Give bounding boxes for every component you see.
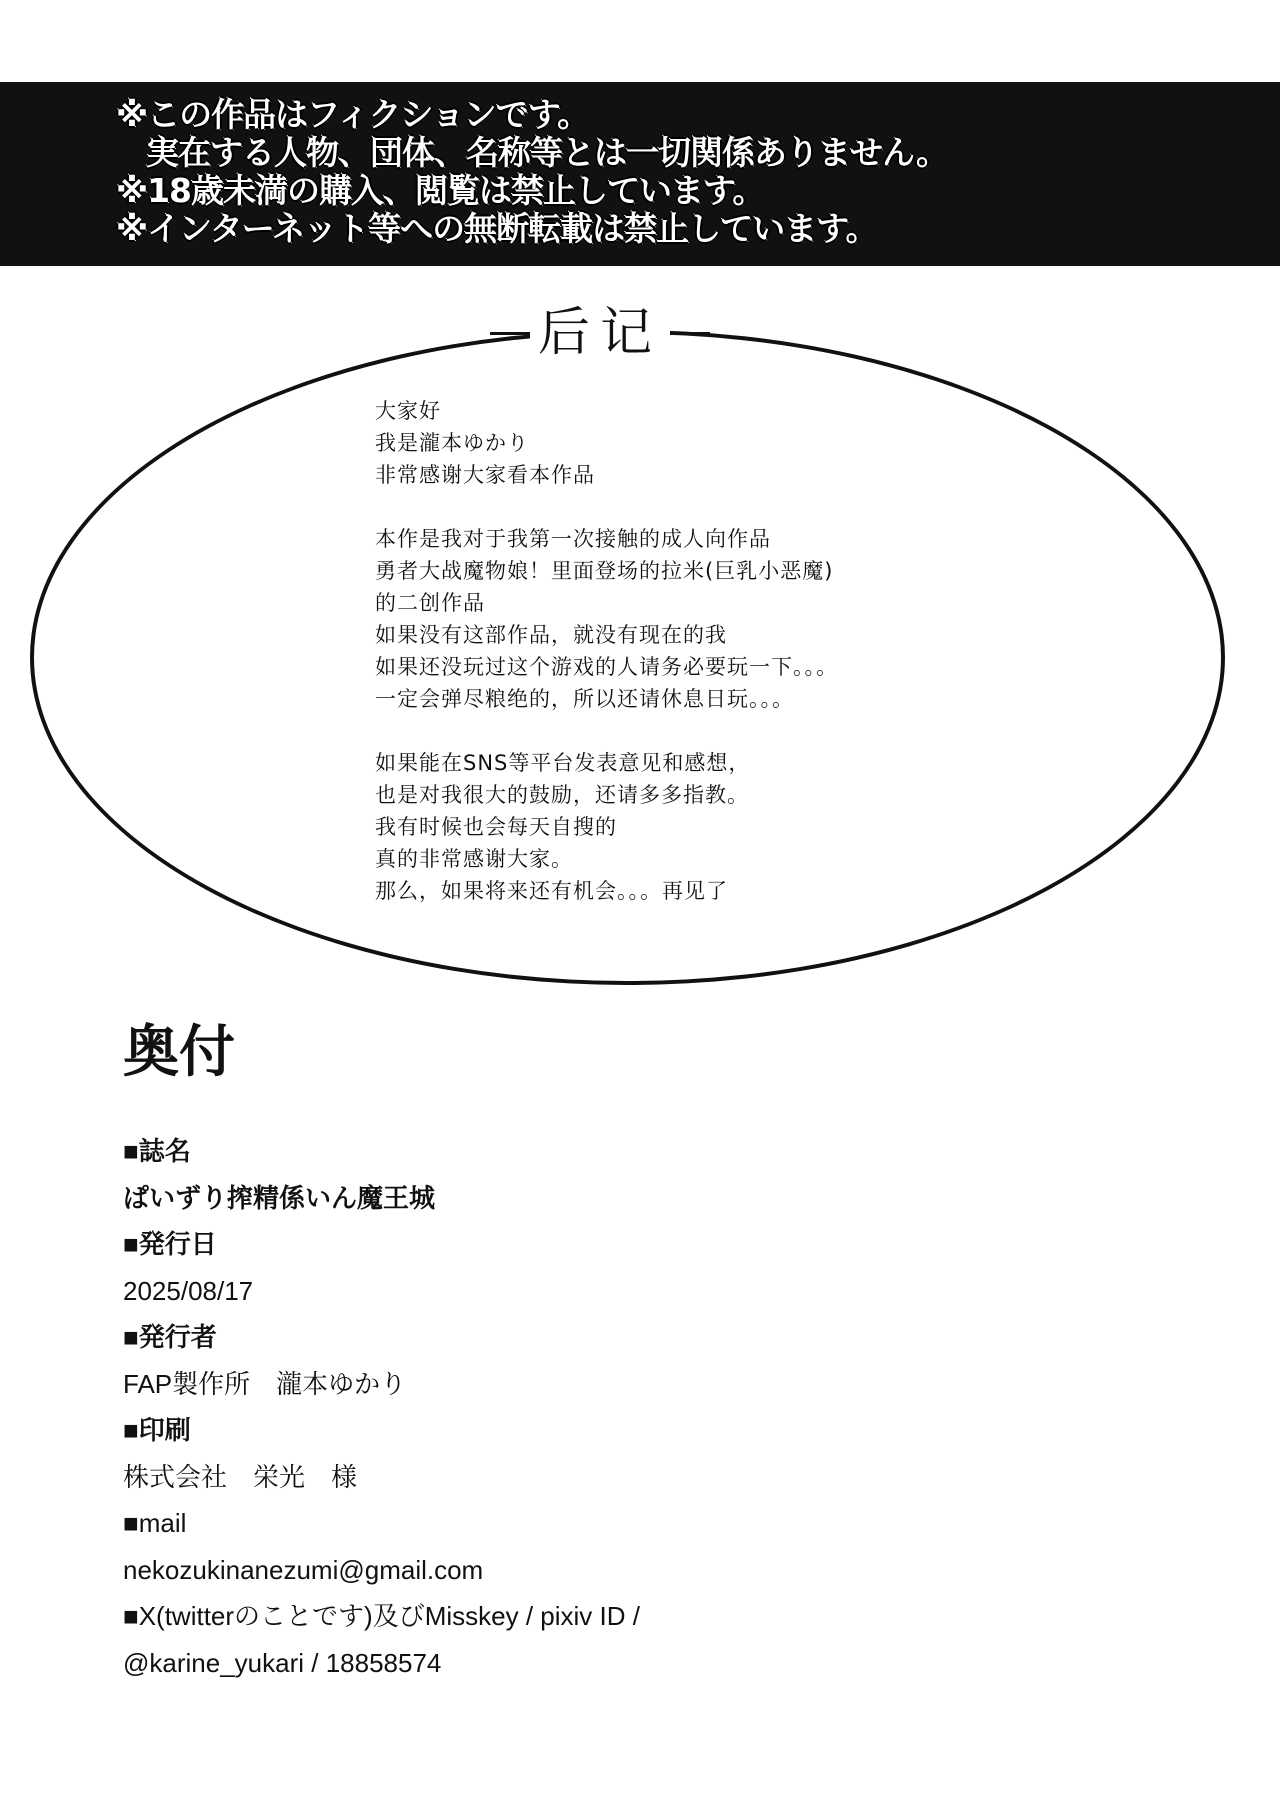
- colophon-line: @karine_yukari / 18858574: [123, 1647, 442, 1678]
- colophon-line: ■X(twitterのことです)及びMisskey / pixiv ID /: [123, 1601, 640, 1631]
- notice-banner: [0, 82, 1280, 266]
- colophon-line: ■mail: [123, 1508, 187, 1538]
- afterword-line: 的二创作品: [375, 591, 485, 615]
- title-rule-right: [670, 332, 710, 335]
- afterword-line: 本作是我对于我第一次接触的成人向作品: [375, 527, 771, 551]
- notice-line: ※インターネット等への無断転載は禁止しています。: [116, 209, 878, 248]
- colophon-line: 2025/08/17: [123, 1275, 254, 1306]
- afterword-line: 非常感谢大家看本作品: [375, 463, 595, 487]
- colophon-line: ■発行日: [123, 1229, 217, 1259]
- afterword-line: 一定会弹尽粮绝的，所以还请休息日玩。。。: [375, 687, 794, 711]
- afterword-paragraph: [375, 523, 1035, 715]
- afterword-line: 我是瀧本ゆかり: [375, 431, 529, 455]
- afterword-title: 后记: [530, 298, 670, 368]
- afterword-line: 大家好: [375, 399, 441, 423]
- afterword-paragraph: [375, 395, 1035, 491]
- notice-line: ※この作品はフィクションです。: [116, 95, 590, 134]
- colophon: [123, 1018, 1223, 1686]
- colophon-line: ぱいずり搾精係いん魔王城: [123, 1182, 436, 1213]
- afterword-line: 也是对我很大的鼓励，还请多多指教。: [375, 783, 749, 807]
- afterword-line: 如果能在SNS等平台发表意见和感想，: [375, 751, 751, 775]
- colophon-line: FAP製作所 瀧本ゆかり: [123, 1368, 407, 1399]
- afterword-line: 如果还没玩过这个游戏的人请务必要玩一下。。。: [375, 655, 838, 679]
- afterword-line: 如果没有这部作品，就没有现在的我: [375, 623, 727, 647]
- colophon-lines: [123, 1128, 1223, 1686]
- title-rule-left: [490, 332, 530, 335]
- colophon-title: 奥付: [123, 1020, 235, 1085]
- afterword-line: 那么，如果将来还有机会。。。再见了: [375, 879, 728, 903]
- afterword-body: [375, 395, 1035, 907]
- colophon-line: 株式会社 栄光 様: [123, 1461, 358, 1492]
- afterword-title-wrap: [490, 298, 710, 368]
- notice-line: 実在する人物、団体、名称等とは一切関係ありません。: [146, 133, 948, 172]
- colophon-line: ■誌名: [123, 1136, 191, 1166]
- afterword-line: 我有时候也会每天自搜的: [375, 815, 617, 839]
- colophon-line: ■印刷: [123, 1415, 191, 1445]
- afterword-line: 勇者大战魔物娘！里面登场的拉米(巨乳小恶魔): [375, 559, 834, 583]
- colophon-line: nekozukinanezumi@gmail.com: [123, 1554, 484, 1585]
- notice-line: ※18歳未満の購入、閲覧は禁止しています。: [116, 171, 765, 210]
- afterword-paragraph: [375, 747, 1035, 907]
- colophon-line: ■発行者: [123, 1322, 217, 1352]
- afterword-line: 真的非常感谢大家。: [375, 847, 573, 871]
